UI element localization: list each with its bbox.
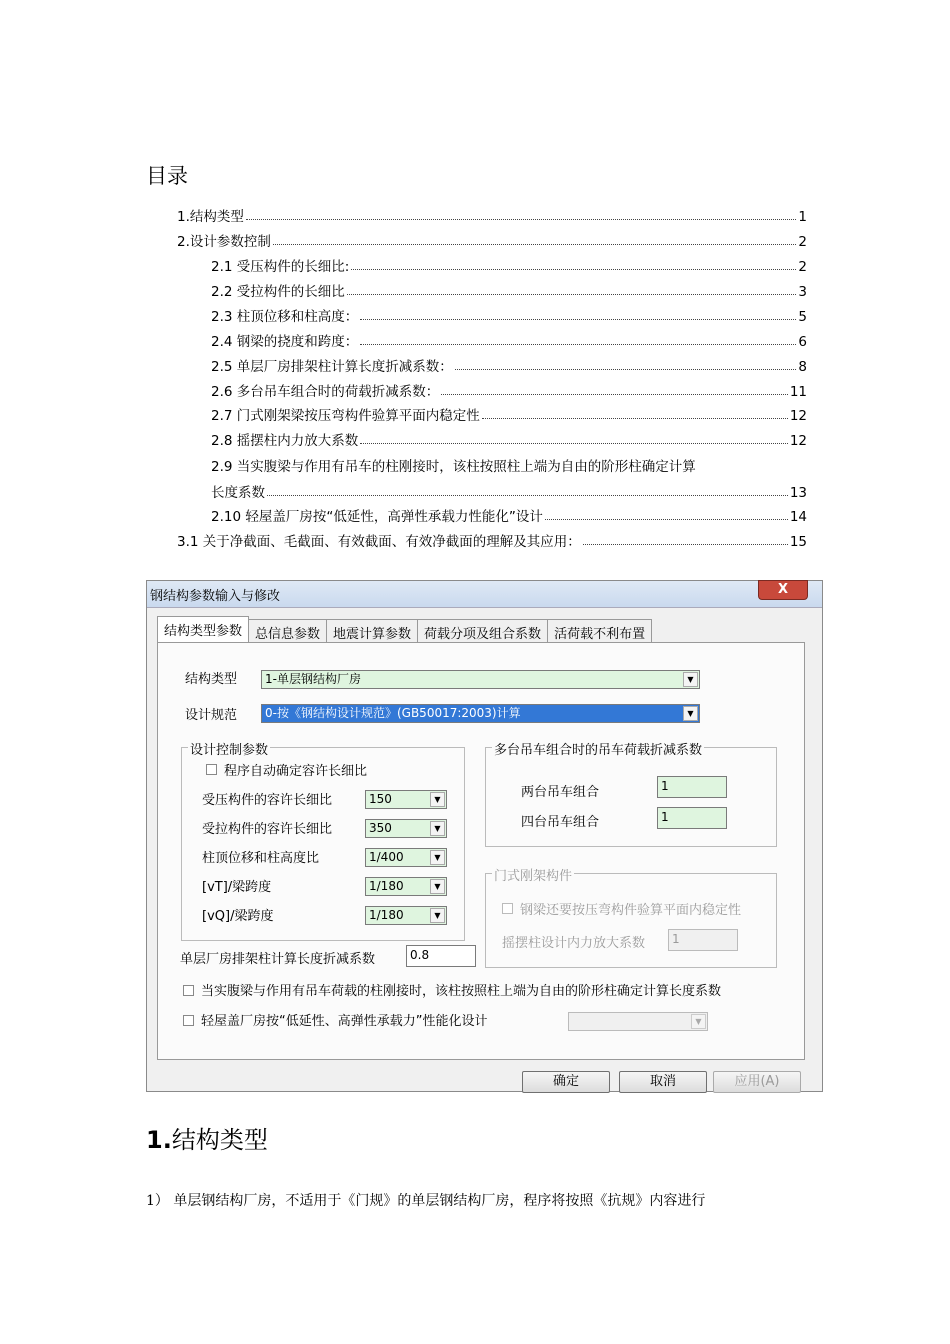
toc-entry-label: 2.5 单层厂房排架柱计算长度折减系数：	[211, 359, 453, 375]
column-drift-label: 柱顶位移和柱高度比	[202, 851, 320, 866]
toc-dot-leader	[246, 219, 797, 220]
toc-dot-leader	[441, 394, 788, 395]
crane-reduction-title: 多台吊车组合时的吊车荷载折减系数	[492, 739, 704, 758]
toc-entry-page: 11	[789, 384, 807, 400]
vq-span-label: [vQ]/梁跨度	[202, 909, 274, 924]
tension-slenderness-select[interactable]	[365, 819, 447, 838]
compression-slenderness-value: 150	[369, 792, 392, 806]
toc-entry[interactable]	[211, 429, 807, 449]
design-code-value: 0-按《钢结构设计规范》(GB50017:2003)计算	[265, 706, 521, 720]
dialog-title: 钢结构参数输入与修改	[150, 589, 281, 604]
toc-entry-page: 2	[798, 234, 807, 250]
toc-dot-leader	[360, 443, 788, 444]
rigid-beam-checkbox[interactable]	[183, 985, 194, 996]
toc-entry[interactable]	[211, 305, 807, 325]
chevron-down-icon[interactable]: ▼	[430, 908, 445, 923]
toc-entry-page: 12	[789, 433, 807, 449]
design-control-title: 设计控制参数	[188, 739, 270, 758]
reduction-factor-label: 单层厂房排架柱计算长度折减系数	[180, 952, 376, 967]
toc-entry[interactable]	[211, 380, 807, 400]
toc-entry-label: 2.4 钢梁的挠度和跨度：	[211, 334, 359, 350]
compression-slenderness-label: 受压构件的容许长细比	[202, 793, 333, 808]
beam-check-checkbox[interactable]	[502, 903, 513, 914]
auto-slenderness-checkbox[interactable]	[206, 764, 217, 775]
light-roof-select[interactable]	[568, 1012, 708, 1031]
tension-slenderness-label: 受拉构件的容许长细比	[202, 822, 333, 837]
toc-dot-leader	[360, 344, 796, 345]
crane-reduction-group	[485, 743, 777, 847]
structure-type-label: 结构类型	[185, 672, 238, 687]
structure-type-select[interactable]	[261, 670, 700, 689]
beam-check-label: 钢梁还要按压弯构件验算平面内稳定性	[520, 903, 742, 918]
apply-button[interactable]: 应用(A)	[713, 1071, 801, 1093]
chevron-down-icon[interactable]: ▼	[683, 706, 698, 721]
tab-panel	[157, 642, 805, 1060]
portal-frame-title: 门式刚架构件	[492, 865, 574, 884]
vq-span-select[interactable]	[365, 906, 447, 925]
toc-entry-page: 3	[798, 284, 807, 300]
toc-entry-page: 1	[798, 209, 807, 225]
toc-entry-label: 2.2 受拉构件的长细比	[211, 284, 345, 300]
two-crane-input[interactable]: 1	[657, 776, 727, 798]
column-drift-value: 1/400	[369, 850, 404, 864]
toc-entry[interactable]	[211, 505, 807, 525]
chevron-down-icon[interactable]: ▼	[430, 879, 445, 894]
vq-span-value: 1/180	[369, 908, 404, 922]
chevron-down-icon[interactable]: ▼	[430, 850, 445, 865]
toc-entry[interactable]	[211, 404, 807, 424]
tab-load-factors[interactable]: 荷载分项及组合系数	[417, 619, 548, 644]
toc-entry[interactable]	[211, 255, 807, 275]
light-roof-checkbox[interactable]	[183, 1015, 194, 1026]
design-code-label: 设计规范	[185, 708, 238, 723]
tab-general-info[interactable]: 总信息参数	[248, 619, 327, 644]
steel-params-dialog	[146, 580, 823, 1092]
toc-entry[interactable]	[177, 230, 807, 250]
rigid-beam-label: 当实腹梁与作用有吊车荷载的柱刚接时，该柱按照柱上端为自由的阶形柱确定计算长度系数	[201, 984, 722, 999]
vt-span-select[interactable]	[365, 877, 447, 896]
portal-frame-group	[485, 869, 777, 968]
toc-dot-leader	[351, 269, 796, 270]
toc-dot-leader	[455, 369, 797, 370]
section-heading-number: 1.	[146, 1126, 172, 1154]
chevron-down-icon[interactable]: ▼	[691, 1014, 706, 1029]
sway-factor-input[interactable]: 1	[668, 929, 738, 951]
tension-slenderness-value: 350	[369, 821, 392, 835]
toc-entry-label: 2.6 多台吊车组合时的荷载折减系数：	[211, 384, 440, 400]
toc-dot-leader	[347, 294, 797, 295]
vt-span-label: [vT]/梁跨度	[202, 880, 272, 895]
toc-entry-page: 5	[798, 309, 807, 325]
ok-button[interactable]: 确定	[522, 1071, 610, 1093]
toc-entry-page: 15	[789, 534, 807, 550]
dialog-titlebar	[147, 581, 822, 608]
sway-factor-label: 摇摆柱设计内力放大系数	[502, 936, 646, 951]
toc-entry[interactable]	[211, 455, 807, 475]
toc-dot-leader	[545, 519, 788, 520]
section-paragraph: 1） 单层钢结构厂房，不适用于《门规》的单层钢结构厂房，程序将按照《抗规》内容进行	[146, 1193, 706, 1209]
toc-entry-page: 14	[789, 509, 807, 525]
design-control-group	[181, 743, 465, 941]
toc-entry[interactable]	[177, 205, 807, 225]
chevron-down-icon[interactable]: ▼	[430, 821, 445, 836]
toc-entry-label: 3.1 关于净截面、毛截面、有效截面、有效净截面的理解及其应用：	[177, 534, 581, 550]
toc-entry-label: 2.10 轻屋盖厂房按“低延性，高弹性承载力性能化”设计	[211, 509, 543, 525]
chevron-down-icon[interactable]: ▼	[683, 672, 698, 687]
toc-entry-page: 13	[789, 485, 807, 501]
toc-dot-leader	[273, 244, 797, 245]
tab-bar	[157, 619, 651, 643]
light-roof-label: 轻屋盖厂房按“低延性、高弹性承载力”性能化设计	[201, 1014, 488, 1029]
design-code-select[interactable]	[261, 704, 700, 723]
toc-entry-page: 2	[798, 259, 807, 275]
toc-entry-label: 2.8 摇摆柱内力放大系数	[211, 433, 359, 449]
section-heading	[146, 1120, 268, 1155]
toc-dot-leader	[482, 418, 788, 419]
structure-type-value: 1-单层钢结构厂房	[265, 672, 361, 686]
toc-entry-page: 8	[798, 359, 807, 375]
tab-seismic[interactable]: 地震计算参数	[326, 619, 418, 644]
toc-entry-page: 6	[798, 334, 807, 350]
toc-entry-label: 2.3 柱顶位移和柱高度：	[211, 309, 359, 325]
tab-live-load[interactable]: 活荷载不利布置	[547, 619, 652, 644]
toc-entry[interactable]	[177, 530, 807, 550]
four-crane-label: 四台吊车组合	[521, 815, 600, 830]
toc-entry[interactable]	[211, 481, 807, 501]
toc-entry-label: 2.9 当实腹梁与作用有吊车的柱刚接时，该柱按照柱上端为自由的阶形柱确定计算	[211, 459, 696, 475]
reduction-factor-input[interactable]: 0.8	[406, 945, 476, 967]
close-button[interactable]: X	[758, 580, 808, 600]
chevron-down-icon[interactable]: ▼	[430, 792, 445, 807]
toc-dot-leader	[360, 319, 796, 320]
toc-dot-leader	[267, 495, 788, 496]
section-heading-text: 结构类型	[171, 1126, 268, 1154]
toc-entry-label: 1.结构类型	[177, 209, 244, 225]
toc-entry-page: 12	[789, 408, 807, 424]
two-crane-label: 两台吊车组合	[521, 785, 600, 800]
toc-entry[interactable]	[211, 330, 807, 350]
cancel-button[interactable]: 取消	[619, 1071, 707, 1093]
toc-entry-label: 长度系数	[211, 485, 265, 501]
auto-slenderness-label: 程序自动确定容许长细比	[224, 764, 368, 779]
tab-structure-type[interactable]: 结构类型参数	[157, 616, 249, 644]
toc-entry-label: 2.1 受压构件的长细比:	[211, 259, 350, 275]
toc-entry-label: 2.7 门式刚架梁按压弯构件验算平面内稳定性	[211, 408, 480, 424]
vt-span-value: 1/180	[369, 879, 404, 893]
column-drift-select[interactable]	[365, 848, 447, 867]
toc-entry[interactable]	[211, 355, 807, 375]
compression-slenderness-select[interactable]	[365, 790, 447, 809]
toc-title: 目录	[146, 164, 188, 188]
toc-entry[interactable]	[211, 280, 807, 300]
toc-entry-label: 2.设计参数控制	[177, 234, 271, 250]
four-crane-input[interactable]: 1	[657, 807, 727, 829]
toc-dot-leader	[583, 544, 788, 545]
